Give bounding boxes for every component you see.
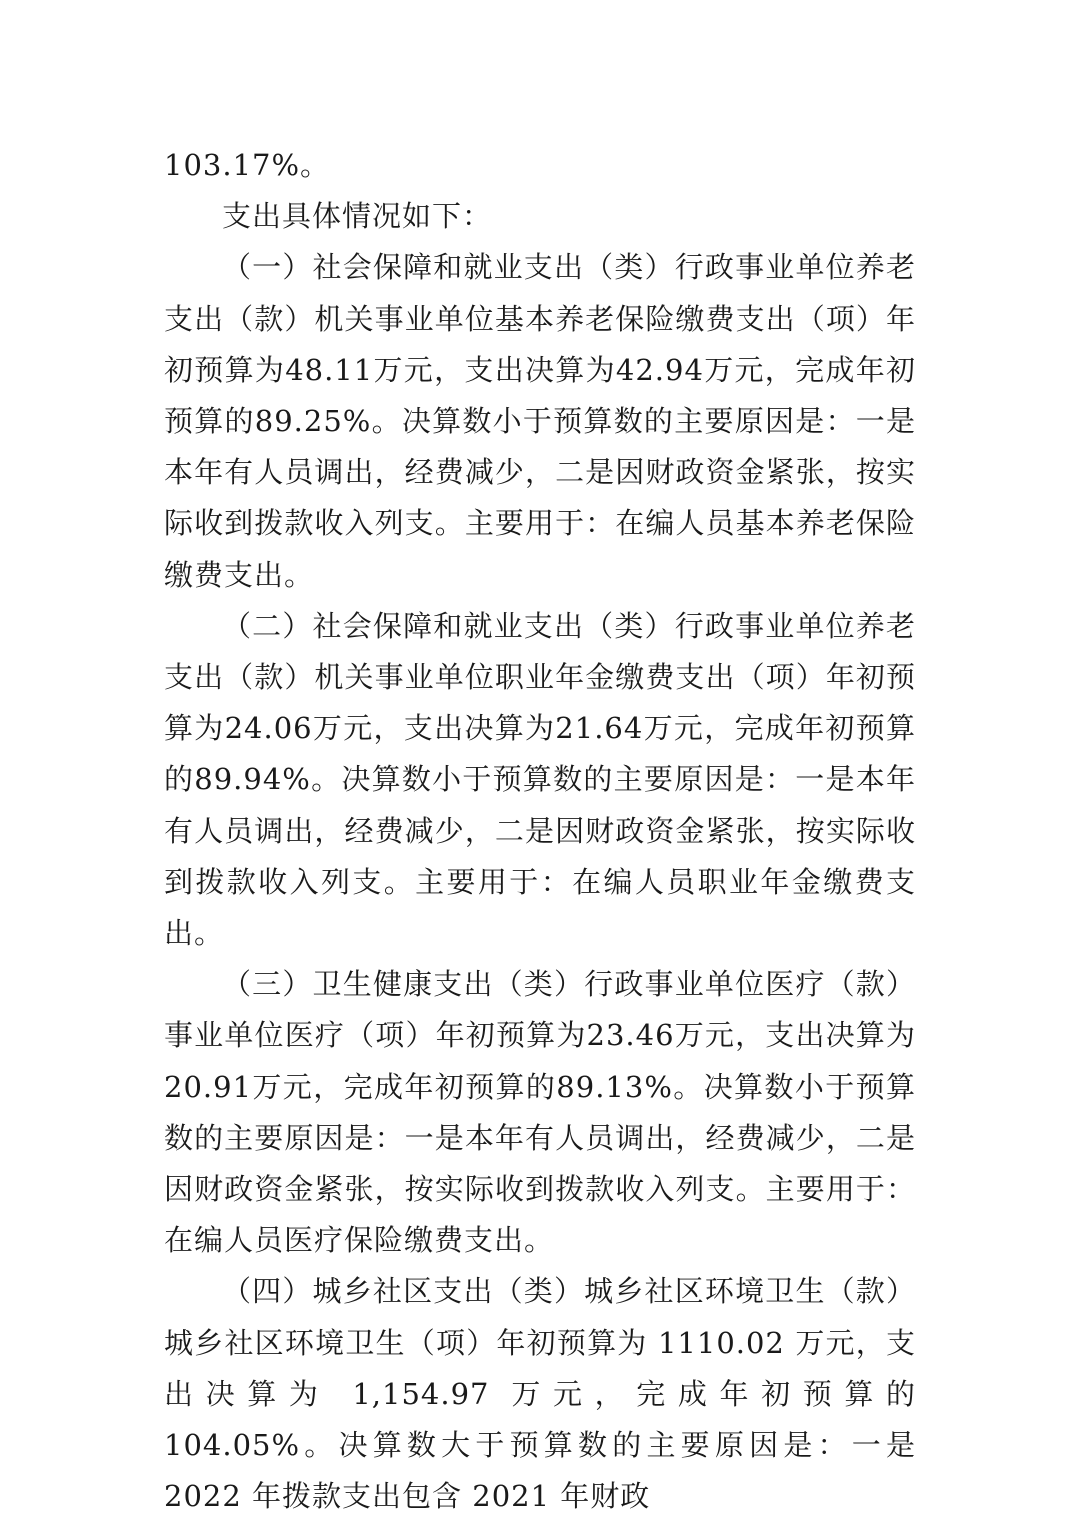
item-2-paragraph: （二）社会保障和就业支出（类）行政事业单位养老支出（款）机关事业单位职业年金缴费支出（项）年初预算为24.06万元，支出决算为21.64万元，完成年初预算的89.94%。决算数小于预算数的主要原因是：一是本年有人员调出，经费减少，二是因财政资金紧张，按实际收到拨款收入列支。主要用于：在编人员职业年金缴费支出。	[164, 608, 916, 951]
item-3-paragraph: （三）卫生健康支出（类）行政事业单位医疗（款）事业单位医疗（项）年初预算为23.46万元，支出决算为20.91万元，完成年初预算的89.13%。决算数小于预算数的主要原因是：一是本年有人员调出，经费减少，二是因财政资金紧张，按实际收到拨款收入列支。主要用于：在编人员医疗保险缴费支出。	[164, 967, 916, 1258]
item-1-paragraph: （一）社会保障和就业支出（类）行政事业单位养老支出（款）机关事业单位基本养老保险缴费支出（项）年初预算为48.11万元，支出决算为42.94万元，完成年初预算的89.25%。决算数小于预算数的主要原因是：一是本年有人员调出，经费减少，二是因财政资金紧张，按实际收到拨款收入列支。主要用于：在编人员基本养老保险缴费支出。	[164, 250, 916, 592]
continuation-line: 103.17%。	[164, 148, 331, 182]
intro-paragraph: 支出具体情况如下：	[222, 199, 493, 234]
item-4-paragraph: （四）城乡社区支出（类）城乡社区环境卫生（款）城乡社区环境卫生（项）年初预算为 1110.02 万元，支出决算为 1,154.97 万元，完成年初预算的 104.05%。决算数大于预算数的主要原因是：一是 2022 年拨款支出包含 2021 年财政	[164, 1274, 916, 1514]
body-text	[164, 140, 916, 1522]
